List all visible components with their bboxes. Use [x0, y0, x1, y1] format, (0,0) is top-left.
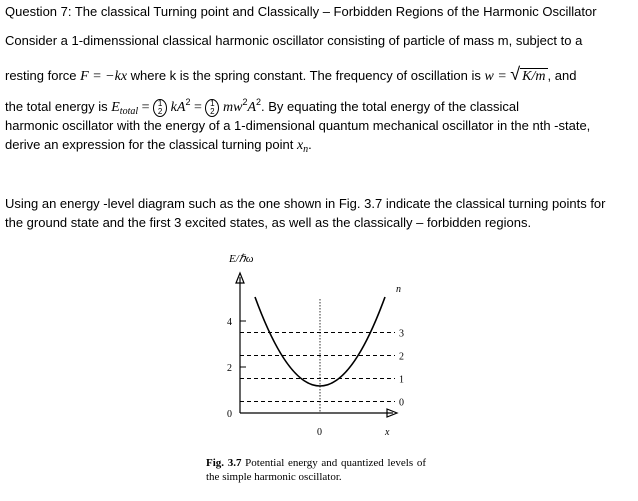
question-line-3: resting force F = −kx where k is the spring constant. The frequency of oscillation is w = √ K/m , and	[5, 64, 577, 84]
frequency-fraction: K/m	[522, 69, 546, 84]
sqrt-sign: √	[510, 64, 521, 84]
energy-level-diagram	[215, 245, 435, 450]
question-line-6: derive an expression for the classical turning point $x_n$.	[5, 137, 312, 155]
energy-level-label-3: 3	[399, 328, 404, 340]
question-line-2: Consider a 1-dimenssional classical harmonic oscillator consisting of particle of mass m, subject to a	[5, 33, 583, 48]
x-axis-label: x	[385, 427, 390, 438]
paragraph-2-line-2: the ground state and the first 3 excited states, as well as the classically – forbidden regions.	[5, 215, 532, 230]
energy-level-label-1: 1	[399, 374, 404, 386]
x-zero-label: 0	[317, 427, 322, 438]
y-tick-label-4: 4	[227, 317, 232, 328]
y-tick-label-0: 0	[227, 409, 232, 420]
question-title: Question 7: The classical Turning point and Classically – Forbidden Regions of the Harmonic Oscillator	[5, 4, 597, 19]
y-axis-label: E/ℏω	[229, 253, 254, 265]
paragraph-2-line-1: Using an energy -level diagram such as the one shown in Fig. 3.7 indicate the classical turning points for	[5, 196, 606, 211]
question-line-4: the total energy is $E_{total}$ = 1 2 $kA^2$ = 1 2 $mw^2A^2$. By equating the total energy of the classical	[5, 97, 520, 117]
force-equation: F = −kx	[80, 69, 128, 84]
n-label: n	[396, 284, 401, 295]
question-line-5: harmonic oscillator with the energy of a 1-dimensional quantum mechanical oscillator in the nth -state,	[5, 118, 591, 133]
turning-point-symbol: x	[296, 138, 304, 153]
y-tick-label-2: 2	[227, 363, 232, 374]
energy-symbol: E	[111, 100, 120, 115]
frequency-symbol: w =	[484, 69, 511, 84]
half-fraction: 1 2	[205, 99, 219, 117]
half-fraction: 1 2	[153, 99, 167, 117]
energy-level-label-2: 2	[399, 351, 404, 363]
figure-caption: Fig. 3.7 Potential energy and quantized levels of the simple harmonic oscillator.	[206, 457, 426, 483]
energy-level-label-0: 0	[399, 397, 404, 409]
